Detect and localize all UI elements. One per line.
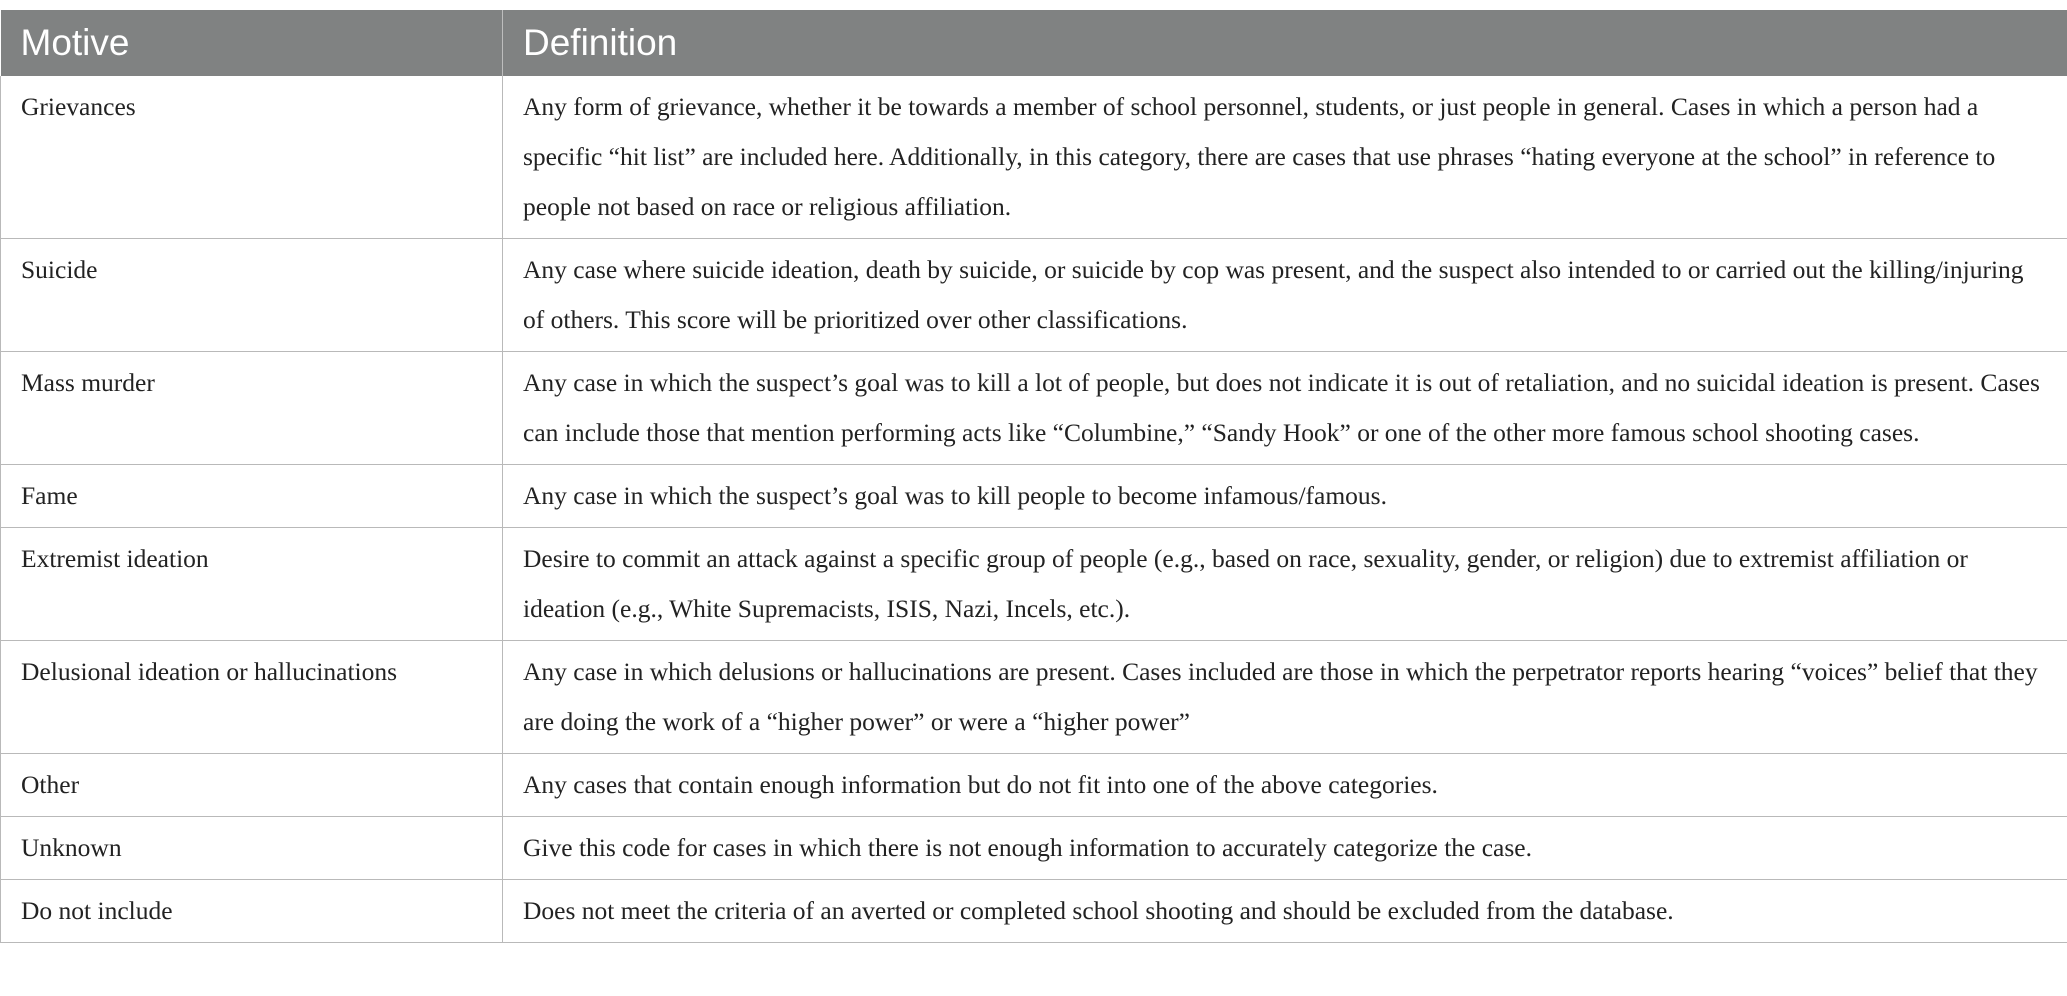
header-motive: Motive <box>1 10 503 76</box>
definition-cell: Any case in which the suspect’s goal was to kill people to become infamous/famous. <box>503 465 2067 528</box>
motive-cell: Other <box>1 754 503 817</box>
table-row <box>1 239 2067 352</box>
definition-cell: Any cases that contain enough information but do not fit into one of the above categories. <box>503 754 2067 817</box>
definition-cell: Any case in which the suspect’s goal was to kill a lot of people, but does not indicate it is out of retaliation, and no suicidal ideation is present. Cases can include those that mention performing acts like “Columbine,” “Sandy Hook” or one of the other more famous school shooting cases. <box>503 352 2067 465</box>
table-row <box>1 76 2067 239</box>
definition-cell: Desire to commit an attack against a specific group of people (e.g., based on race, sexuality, gender, or religion) due to extremist affiliation or ideation (e.g., White Supremacists, ISIS, Nazi, Incels, etc.). <box>503 528 2067 641</box>
motive-definition-table-container <box>0 10 2067 943</box>
table-row <box>1 754 2067 817</box>
table-row <box>1 817 2067 880</box>
motive-cell: Mass murder <box>1 352 503 465</box>
definition-cell: Does not meet the criteria of an averted or completed school shooting and should be excluded from the database. <box>503 880 2067 943</box>
table-header <box>1 10 2067 76</box>
motive-cell: Fame <box>1 465 503 528</box>
definition-cell: Any form of grievance, whether it be towards a member of school personnel, students, or just people in general. Cases in which a person had a specific “hit list” are included here. Additionally, in this category, there are cases that use phrases “hating everyone at the school” in reference to people not based on race or religious affiliation. <box>503 76 2067 239</box>
motive-cell: Suicide <box>1 239 503 352</box>
motive-cell: Extremist ideation <box>1 528 503 641</box>
table-row <box>1 528 2067 641</box>
definition-cell: Any case where suicide ideation, death by suicide, or suicide by cop was present, and the suspect also intended to or carried out the killing/injuring of others. This score will be prioritized over other classifications. <box>503 239 2067 352</box>
definition-cell: Any case in which delusions or hallucinations are present. Cases included are those in which the perpetrator reports hearing “voices” belief that they are doing the work of a “higher power” or were a “higher power” <box>503 641 2067 754</box>
table-body <box>1 76 2067 943</box>
table-row <box>1 880 2067 943</box>
header-definition: Definition <box>503 10 2067 76</box>
header-row <box>1 10 2067 76</box>
motive-cell: Grievances <box>1 76 503 239</box>
definition-cell: Give this code for cases in which there is not enough information to accurately categorize the case. <box>503 817 2067 880</box>
table-row <box>1 641 2067 754</box>
motive-cell: Delusional ideation or hallucinations <box>1 641 503 754</box>
table-row <box>1 352 2067 465</box>
table-row <box>1 465 2067 528</box>
motive-cell: Unknown <box>1 817 503 880</box>
motive-definition-table <box>0 10 2067 943</box>
motive-cell: Do not include <box>1 880 503 943</box>
